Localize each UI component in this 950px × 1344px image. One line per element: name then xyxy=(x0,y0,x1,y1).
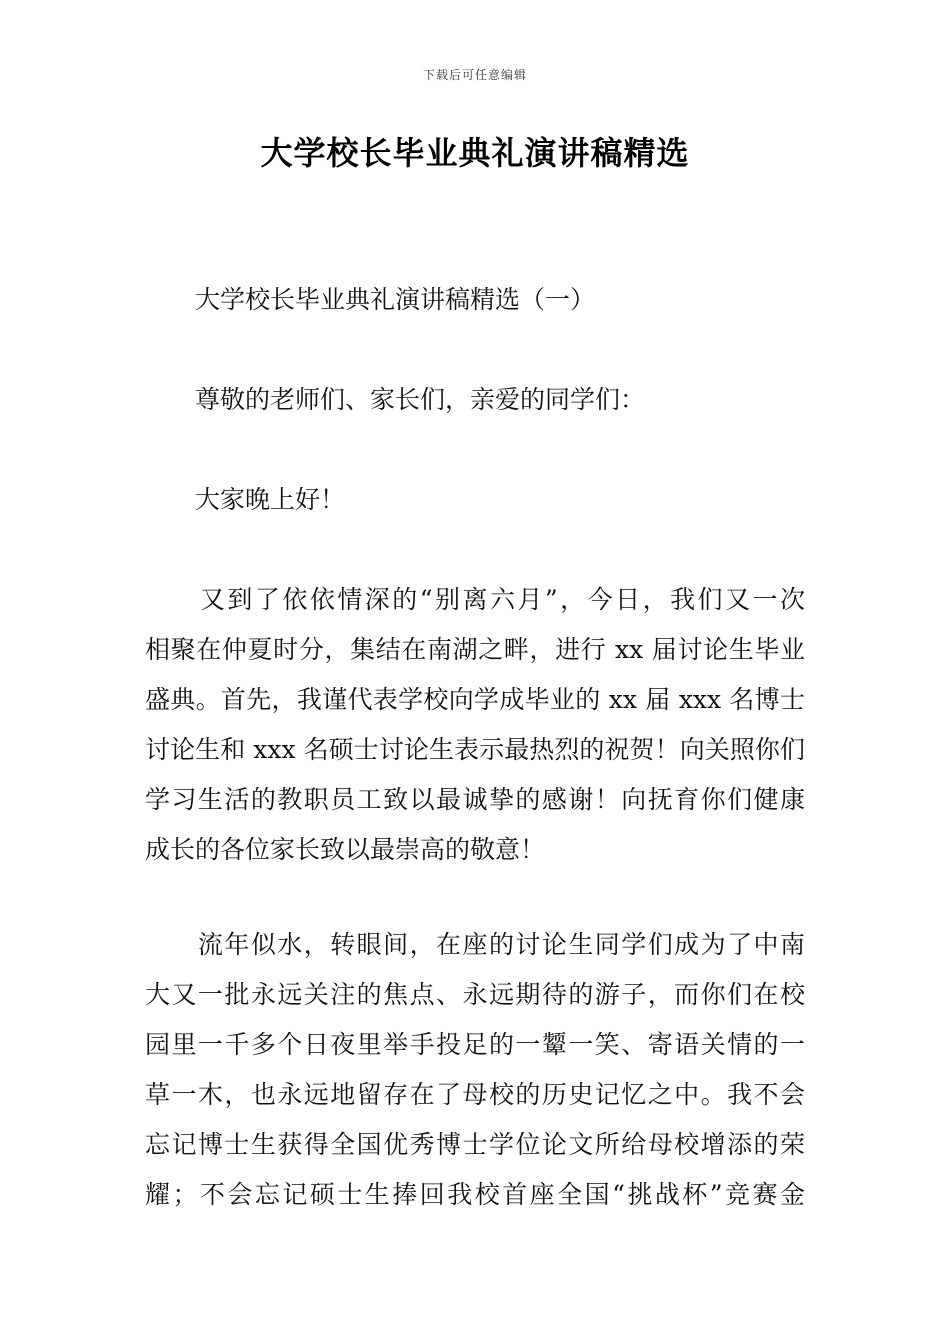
paragraph-line: 成长的各位家长致以最崇高的敬意！ xyxy=(145,835,546,864)
header-note: 下载后可任意编辑 xyxy=(422,68,527,82)
paragraph-line: 学习生活的教职员工致以最诚挚的感谢！向抚育你们健康 xyxy=(145,785,805,814)
paragraph-line: 忘记博士生获得全国优秀博士学位论文所给母校增添的荣 xyxy=(145,1130,805,1159)
greeting: 大家晚上好！ xyxy=(195,485,346,514)
paragraph-1 xyxy=(145,575,805,875)
paragraph-line: 园里一千多个日夜里举手投足的一颦一笑、寄语关情的一 xyxy=(145,1030,805,1059)
paragraph-2 xyxy=(145,920,805,1220)
paragraph-line: 相聚在仲夏时分，集结在南湖之畔，进行 xx 届讨论生毕业 xyxy=(145,635,805,664)
paragraph-line: 盛典。首先，我谨代表学校向学成毕业的 xx 届 xxx 名博士 xyxy=(145,685,805,714)
document-title: 大学校长毕业典礼演讲稿精选 xyxy=(260,134,690,172)
salutation: 尊敬的老师们、家长们，亲爱的同学们： xyxy=(195,385,646,414)
paragraph-line: 大又一批永远关注的焦点、永远期待的游子，而你们在校 xyxy=(145,980,805,1009)
paragraph-line: 耀；不会忘记硕士生捧回我校首座全国“挑战杯”竞赛金 xyxy=(145,1180,805,1209)
paragraph-line: 草一木，也永远地留存在了母校的历史记忆之中。我不会 xyxy=(145,1080,805,1109)
paragraph-line: 又到了依依情深的“别离六月”，今日，我们又一次 xyxy=(145,585,805,614)
section-heading: 大学校长毕业典礼演讲稿精选（一） xyxy=(195,285,596,314)
paragraph-line: 流年似水，转眼间，在座的讨论生同学们成为了中南 xyxy=(145,930,805,959)
paragraph-line: 讨论生和 xxx 名硕士讨论生表示最热烈的祝贺！向关照你们 xyxy=(145,735,805,764)
